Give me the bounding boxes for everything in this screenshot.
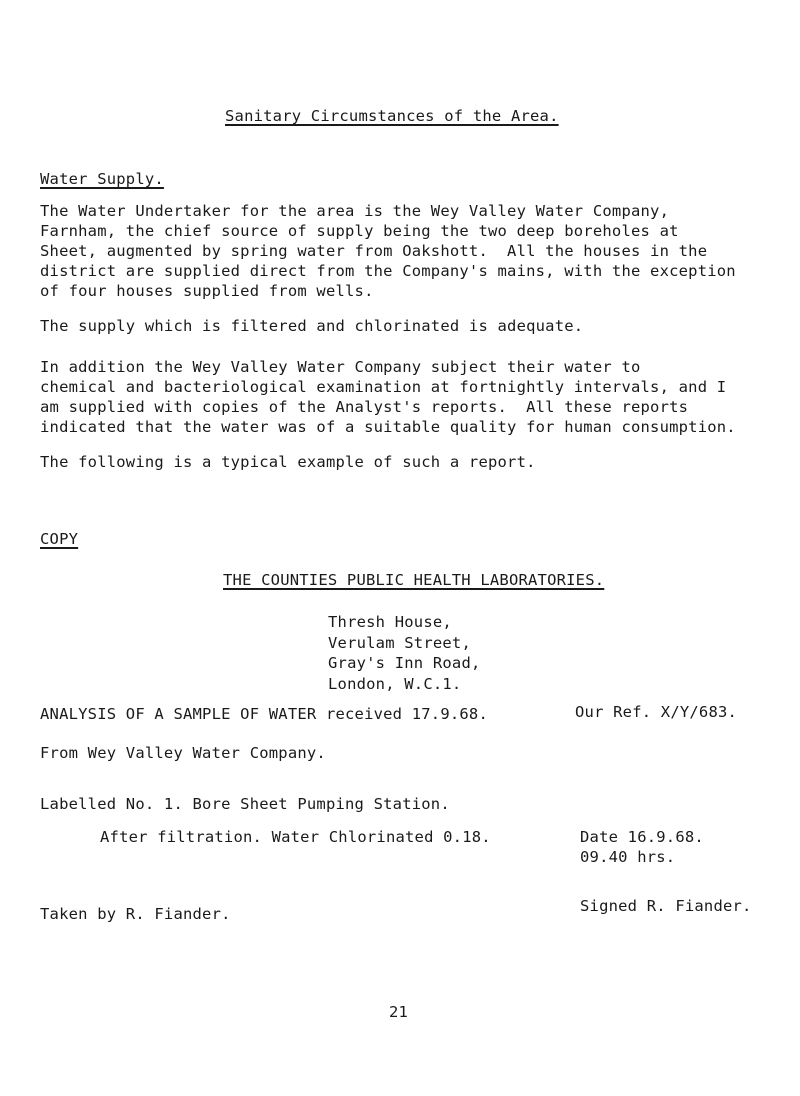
- page-title: Sanitary Circumstances of the Area.: [225, 107, 559, 125]
- from-line: From Wey Valley Water Company.: [40, 744, 326, 762]
- filtration-line: After filtration. Water Chlorinated 0.18.: [100, 828, 491, 846]
- paragraph-typical-example: The following is a typical example of such a report.: [40, 453, 536, 471]
- lab-name: THE COUNTIES PUBLIC HEALTH LABORATORIES.: [223, 571, 605, 589]
- sample-date: Date 16.9.68.: [580, 828, 704, 846]
- analysis-line: ANALYSIS OF A SAMPLE OF WATER received 17.9.68.: [40, 705, 488, 723]
- taken-by: Taken by R. Fiander.: [40, 905, 231, 923]
- signed-by: Signed R. Fiander.: [580, 897, 752, 915]
- lab-address: Thresh House, Verulam Street, Gray's Inn Road, London, W.C.1.: [328, 613, 481, 693]
- labelled-line: Labelled No. 1. Bore Sheet Pumping Station.: [40, 795, 450, 813]
- paragraph-water-undertaker: The Water Undertaker for the area is the Wey Valley Water Company, Farnham, the chief source of supply being the two deep boreholes at Sheet, augmented by spring water from Oakshott. All the houses in the district are supplied direct from the Company's mains, with the exception of four houses supplied from wells.: [40, 202, 736, 300]
- sample-time: 09.40 hrs.: [580, 848, 676, 866]
- page-number: 21: [389, 1003, 409, 1021]
- paragraph-supply-adequate: The supply which is filtered and chlorinated is adequate.: [40, 317, 584, 335]
- paragraph-examination: In addition the Wey Valley Water Company subject their water to chemical and bacteriological examination at fortnightly intervals, and I am supplied with copies of the Analyst's reports. All these reports indicated that the water was of a suitable quality for human consumption.: [40, 358, 736, 436]
- copy-label: COPY: [40, 530, 79, 548]
- section-heading: Water Supply.: [40, 170, 164, 188]
- our-reference: Our Ref. X/Y/683.: [575, 703, 738, 721]
